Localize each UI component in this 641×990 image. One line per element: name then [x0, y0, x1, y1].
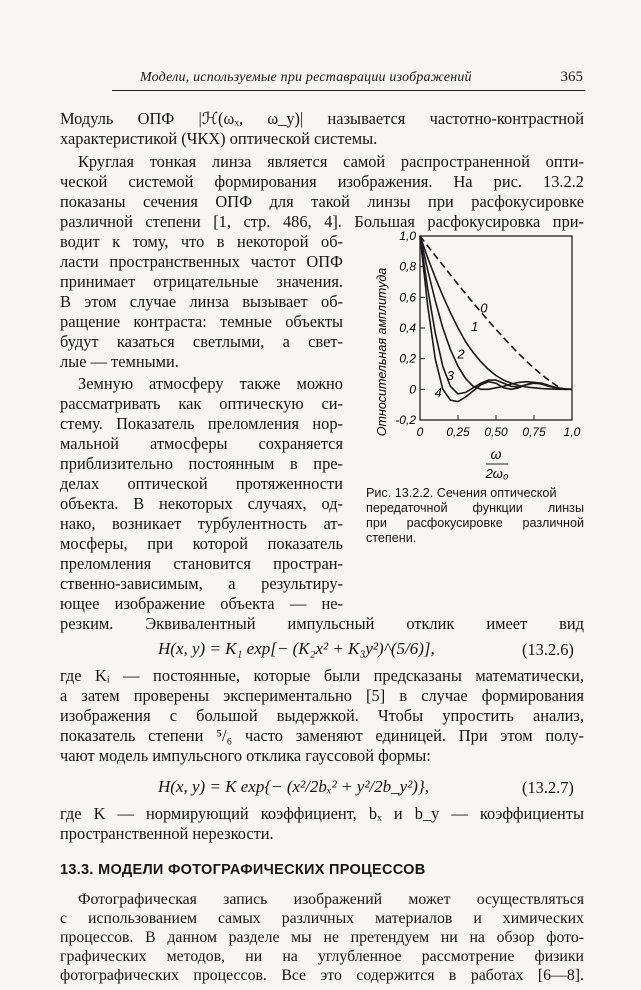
text-line: где Kᵢ — постоянные, которые были предсказаны математически,: [60, 666, 584, 685]
text-line: фотографических процессов. Все это содержится в работах [6—8].: [60, 967, 584, 984]
x-tick-label: 0,25: [446, 425, 470, 439]
text-line: объекта. В некоторых случаях, од-: [60, 494, 343, 513]
text-line: где K — нормирующий коэффициент, bₓ и b_y — коэффициенты: [60, 804, 584, 823]
text-line: ращение контраста: темные объекты: [60, 312, 343, 331]
y-tick-label: 0,2: [399, 351, 416, 366]
text-line: а затем проверены экспериментально [5] в случае формирования: [60, 686, 584, 705]
curve-label-0: 0: [480, 300, 488, 316]
text-line: процессов. В данном разделе мы не претендуем ни на обзор фото-: [60, 929, 584, 946]
text-line: показатель степени ⁵/₆ часто заменяют единицей. При этом полу-: [60, 726, 584, 745]
text-line: лые — темными.: [60, 352, 179, 371]
x-tick-label: 0: [416, 425, 424, 439]
equation-13-2-6: H(x, y) = K₁ exp[− (K₂x² + K₃y²)^(5/6)],: [158, 639, 435, 658]
x-tick-label: 1,0: [563, 425, 581, 439]
text-line: Фотографическая запись изображений может осуществляться: [78, 891, 584, 908]
text-line: резким. Эквивалентный импульсный отклик имеет вид: [60, 614, 584, 633]
text-line: характеристикой (ЧКХ) оптической системы.: [60, 129, 378, 148]
text-line: Круглая тонкая линза является самой распространенной опти-: [78, 152, 584, 171]
page-number: 365: [560, 69, 583, 85]
text-line: будут казаться светлыми, а свет-: [60, 332, 343, 351]
running-title: Модели, используемые при реставрации изображений: [140, 70, 472, 85]
text-line: принимает отрицательные значения.: [60, 272, 343, 291]
text-line: Земную атмосферу также можно: [78, 374, 343, 393]
figure-caption: [366, 486, 584, 546]
running-header: [112, 68, 585, 91]
text-line: водит к тому, что в некоторой об-: [60, 232, 343, 251]
y-tick-label: 0,8: [399, 259, 416, 274]
y-tick-label: 0,4: [399, 321, 416, 335]
text-line: мосферы, при которой показатель: [60, 534, 343, 553]
equation-number: (13.2.7): [522, 778, 574, 797]
curve-3: [420, 236, 572, 394]
text-line: показаны сечения ОПФ для такой линзы при расфокусировке: [60, 192, 584, 211]
x-axis-label-denominator: 2ω₀: [485, 466, 509, 481]
text-line: ющее изображение объекта — не-: [60, 594, 343, 613]
y-tick-label: -0,2: [395, 413, 416, 427]
curve-label-4: 4: [434, 385, 442, 400]
equation-number: (13.2.6): [522, 640, 574, 659]
text-line: с использованием самых различных материалов и химических: [60, 910, 584, 927]
text-line: графических методов, ни на углубленное рассмотрение физики: [60, 948, 584, 965]
y-tick-label: 0: [409, 382, 416, 397]
caption-line: Рис. 13.2.2. Сечения оптической: [366, 486, 557, 500]
text-line: рассматривать как оптическую си-: [60, 394, 343, 413]
text-line: изображения с большой выдержкой. Чтобы упростить анализ,: [60, 706, 584, 725]
curve-label-1: 1: [471, 319, 479, 335]
text-line: нако, возникает турбулентность ат-: [60, 514, 343, 533]
y-tick-label: 1,0: [399, 229, 416, 243]
otf-chart: [362, 222, 592, 484]
caption-line: передаточной функции линзы: [366, 501, 584, 515]
text-line: приблизительно постоянным в пре-: [60, 454, 343, 473]
equation-13-2-7: H(x, y) = K exp{− (x²/2bₓ² + y²/2b_y²)},: [158, 777, 430, 796]
caption-line: при расфокусировке различной: [366, 516, 584, 530]
text-line: преломления становится простран-: [60, 554, 343, 573]
curve-label-2: 2: [457, 346, 465, 362]
x-tick-label: 0,75: [522, 425, 546, 439]
x-axis-label-numerator: ω: [490, 446, 502, 462]
curve-label-3: 3: [446, 368, 455, 384]
text-line: Модуль ОПФ |ℋ(ωₓ, ω_y)| называется частотно-контрастной: [60, 109, 584, 128]
section-heading: 13.3. МОДЕЛИ ФОТОГРАФИЧЕСКИХ ПРОЦЕССОВ: [60, 862, 426, 878]
curve-4: [420, 236, 572, 402]
y-axis-label: Относительная амплитуда: [375, 267, 389, 437]
text-line: пространственной нерезкости.: [60, 824, 274, 843]
text-line: различной степени [1, стр. 486, 4]. Большая расфокусировка при-: [60, 212, 584, 231]
text-line: ласти пространственных частот ОПФ: [60, 252, 343, 271]
caption-line: степени.: [366, 531, 417, 545]
text-line: В этом случае линза вызывает об-: [60, 292, 343, 311]
y-tick-label: 0,6: [399, 290, 416, 305]
text-line: делах оптической протяженности: [60, 474, 343, 493]
text-line: чают модель импульсного отклика гауссовой формы:: [60, 746, 431, 765]
text-line: стему. Показатель преломления нор-: [60, 414, 343, 433]
text-line: ственно-зависимым, а результиру-: [60, 574, 343, 593]
text-line: мальной атмосферы сохраняется: [60, 434, 343, 453]
text-line: ческой системой формирования изображения. На рис. 13.2.2: [60, 172, 584, 191]
chart-series: [420, 236, 572, 402]
x-tick-label: 0,50: [484, 425, 508, 439]
